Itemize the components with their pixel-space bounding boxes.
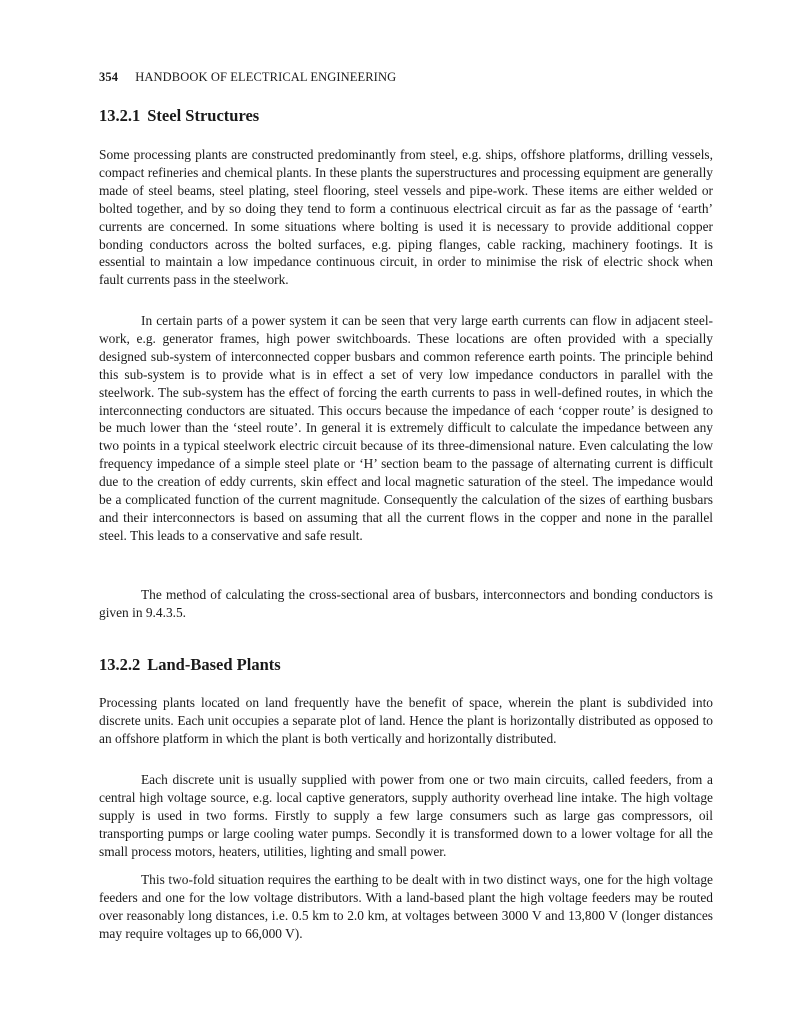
running-head (99, 70, 396, 85)
section-number: 13.2.1 (99, 106, 141, 125)
paragraph: This two-fold situation requires the earthing to be dealt with in two distinct ways, one for the high voltage feeders and one for the low voltage distributors. With a land-based plant the high voltage feeders may be routed over reasonably long distances, i.e. 0.5 km to 2.0 km, at voltages between 3000 V and 13,800 V (longer distances may require voltages up to 66,000 V). (99, 872, 713, 941)
section-title: Land-Based Plants (147, 655, 281, 674)
section-title: Steel Structures (147, 106, 260, 125)
section-heading-steel-structures (99, 106, 259, 126)
book-title: HANDBOOK OF ELECTRICAL ENGINEERING (135, 70, 397, 84)
paragraph: Each discrete unit is usually supplied with power from one or two main circuits, called feeders, from a central high voltage source, e.g. local captive generators, supply authority overhead line intake. The high voltage supply is used in two forms. Firstly to supply a few large consumers such as large gas compressors, oil transporting pumps or large cooling water pumps. Secondly it is transformed down to a lower voltage for all the small process motors, heaters, utilities, lighting and small power. (99, 772, 713, 859)
section-number: 13.2.2 (99, 655, 141, 674)
paragraph: In certain parts of a power system it can be seen that very large earth currents can flow in adjacent steel-work, e.g. generator frames, high power switchboards. These locations are often provided with a specially designed sub-system of interconnected copper busbars and common reference earth points. The principle behind this sub-system is to provide what is in effect a set of very low impedance conductors in parallel with the steelwork. The sub-system has the effect of forcing the earth currents to pass in well-defined routes, in which the interconnecting conductors are situated. This occurs because the impedance of each ‘copper route’ is designed to be much lower than the ‘steel route’. In general it is extremely difficult to calculate the impedance between any two points in a typical steelwork electric circuit because of its three-dimensional nature. Even calculating the low frequency impedance of a simple steel plate or ‘H’ section beam to the passage of alternating current is difficult due to the creation of eddy currents, skin effect and local magnetic saturation of the steel. The impedance would be a complicated function of the current magnitude. Consequently the calculation of the sizes of earthing busbars and their interconnectors is based on assuming that all the current flows in the copper and none in the parallel steel. This leads to a conservative and safe result. (99, 313, 713, 543)
paragraph: Some processing plants are constructed predominantly from steel, e.g. ships, offshore platforms, drilling vessels, compact refineries and chemical plants. In these plants the superstructures and processing equipment are generally made of steel beams, steel plating, steel flooring, steel vessels and pipe-work. These items are either welded or bolted together, and by so doing they tend to form a continuous electrical circuit as far as the passage of ‘earth’ currents are concerned. In some situations where bolting is used it is necessary to provide additional copper bonding conductors across the bolted surfaces, e.g. piping flanges, cable racking, machinery footings. It is essential to maintain a low impedance continuous circuit, in order to minimise the risk of electric shock when fault currents pass in the steelwork. (99, 147, 713, 288)
page-number: 354 (99, 70, 119, 84)
paragraph: The method of calculating the cross-sectional area of busbars, interconnectors and bonding conductors is given in 9.4.3.5. (99, 587, 713, 620)
paragraph: Processing plants located on land frequently have the benefit of space, wherein the plant is subdivided into discrete units. Each unit occupies a separate plot of land. Hence the plant is horizontally distributed as opposed to an offshore platform in which the plant is both vertically and horizontally distributed. (99, 695, 713, 746)
section-heading-land-based-plants (99, 655, 281, 675)
